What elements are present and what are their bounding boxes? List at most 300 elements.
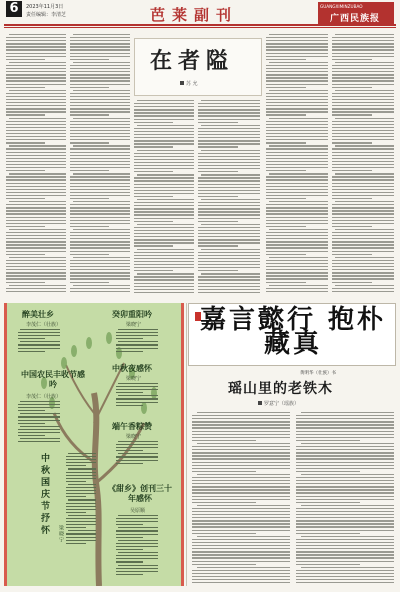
text-line — [198, 245, 238, 246]
text-line — [192, 533, 256, 534]
text-line — [266, 275, 328, 276]
text-line — [66, 456, 96, 457]
text-line — [18, 441, 60, 442]
text-line — [192, 446, 290, 447]
text-line — [66, 487, 96, 488]
text-line — [137, 199, 194, 200]
text-line — [134, 252, 194, 253]
text-line — [9, 201, 66, 202]
text-line — [296, 492, 394, 493]
text-line — [18, 338, 45, 339]
text-line — [116, 392, 143, 393]
text-line — [269, 90, 328, 91]
text-line — [332, 217, 394, 218]
text-line — [70, 46, 130, 47]
text-line — [134, 242, 194, 243]
text-line — [332, 155, 394, 156]
text-line — [198, 255, 260, 256]
text-line — [198, 261, 260, 262]
text-line — [134, 190, 194, 191]
text-line — [198, 171, 238, 172]
text-line — [335, 285, 394, 286]
article-column-3 — [134, 100, 194, 298]
text-line — [296, 564, 360, 565]
text-line — [134, 245, 173, 246]
text-line — [198, 267, 260, 268]
text-line — [198, 106, 260, 107]
text-line — [198, 276, 260, 277]
text-line — [116, 518, 158, 519]
text-line — [296, 446, 394, 447]
text-line — [116, 463, 143, 464]
text-line — [296, 434, 394, 435]
text-line — [70, 291, 130, 292]
text-line — [296, 539, 394, 540]
text-line — [70, 217, 130, 218]
text-line — [70, 164, 130, 165]
page-number: 6 — [6, 1, 22, 17]
text-line — [70, 170, 109, 171]
text-line — [266, 96, 328, 97]
text-line — [134, 180, 194, 181]
text-line — [6, 269, 66, 270]
text-line — [296, 471, 360, 472]
text-line — [68, 499, 97, 500]
text-line — [6, 263, 66, 264]
text-line — [296, 431, 394, 432]
text-line — [134, 236, 194, 237]
text-line — [70, 275, 130, 276]
text-line — [266, 40, 328, 41]
text-line — [296, 465, 394, 466]
text-line — [70, 282, 109, 283]
text-line — [118, 552, 158, 553]
text-line — [332, 87, 372, 88]
text-line — [197, 412, 290, 413]
text-line — [73, 257, 130, 258]
text-line — [70, 108, 130, 109]
text-line — [70, 121, 130, 122]
text-line — [18, 348, 60, 349]
text-line — [6, 148, 66, 149]
text-line — [332, 108, 394, 109]
text-line — [266, 269, 328, 270]
poem-title: 癸卯重阳吟 — [112, 309, 152, 319]
text-line — [332, 84, 394, 85]
text-line — [198, 230, 260, 231]
text-line — [66, 459, 96, 460]
text-line — [296, 499, 394, 500]
text-line — [266, 68, 328, 69]
text-line — [6, 84, 66, 85]
text-line — [266, 152, 328, 153]
text-line — [332, 170, 372, 171]
text-line — [266, 93, 328, 94]
text-line — [6, 40, 66, 41]
text-line — [266, 198, 306, 199]
text-line — [192, 489, 290, 490]
text-line — [192, 465, 290, 466]
text-line — [70, 158, 130, 159]
text-line — [116, 351, 143, 352]
text-line — [332, 266, 394, 267]
text-line — [266, 272, 328, 273]
text-line — [118, 395, 158, 396]
text-line — [192, 471, 256, 472]
text-line — [116, 447, 158, 448]
text-line — [266, 148, 328, 149]
text-line — [6, 59, 45, 60]
text-line — [70, 74, 130, 75]
text-line — [192, 557, 290, 558]
text-line — [70, 207, 130, 208]
text-line — [332, 272, 394, 273]
text-line — [134, 131, 194, 132]
text-line — [116, 402, 158, 403]
text-line — [266, 102, 328, 103]
poem-title: 端午香粽赞 — [112, 421, 152, 431]
article-column-6 — [332, 34, 394, 298]
text-line — [192, 434, 290, 435]
text-line — [198, 270, 238, 271]
poem-author: 梁晓宁 — [126, 322, 142, 328]
text-line — [332, 254, 372, 255]
text-line — [70, 195, 130, 196]
text-line — [134, 137, 194, 138]
text-line — [70, 254, 109, 255]
text-line — [116, 537, 143, 538]
article-column-2 — [70, 34, 130, 298]
text-line — [18, 404, 60, 405]
text-line — [332, 223, 394, 224]
text-line — [137, 100, 194, 101]
text-line — [198, 292, 260, 293]
text-line — [296, 573, 394, 574]
text-line — [66, 493, 96, 494]
text-line — [6, 179, 66, 180]
text-line — [296, 526, 394, 527]
text-line — [116, 389, 158, 390]
text-line — [266, 232, 328, 233]
text-line — [266, 251, 328, 252]
text-line — [66, 506, 96, 507]
text-line — [6, 142, 45, 143]
text-line — [6, 220, 66, 221]
text-line — [198, 214, 260, 215]
text-line — [198, 128, 260, 129]
text-line — [73, 285, 130, 286]
text-line — [332, 260, 394, 261]
text-line — [70, 241, 130, 242]
text-line — [332, 186, 394, 187]
text-line — [18, 351, 45, 352]
text-line — [73, 145, 130, 146]
text-line — [266, 186, 328, 187]
text-line — [198, 289, 260, 290]
text-line — [70, 263, 130, 264]
text-line — [6, 74, 66, 75]
text-line — [66, 462, 96, 463]
text-line — [296, 458, 394, 459]
text-line — [134, 279, 194, 280]
text-line — [266, 241, 328, 242]
text-line — [6, 164, 66, 165]
text-line — [198, 187, 260, 188]
text-line — [192, 455, 290, 456]
text-line — [6, 244, 66, 245]
text-line — [6, 96, 66, 97]
text-line — [192, 530, 290, 531]
text-line — [68, 484, 97, 485]
text-line — [70, 266, 130, 267]
text-line — [6, 130, 66, 131]
text-line — [18, 416, 60, 417]
text-line — [6, 124, 66, 125]
text-line — [18, 344, 60, 345]
text-line — [192, 496, 290, 497]
text-line — [134, 134, 194, 135]
text-line — [266, 139, 328, 140]
text-line — [9, 173, 66, 174]
text-line — [192, 458, 290, 459]
text-line — [116, 460, 158, 461]
text-line — [66, 533, 96, 534]
text-line — [266, 164, 328, 165]
text-line — [296, 486, 394, 487]
text-line — [266, 204, 328, 205]
text-line — [332, 127, 394, 128]
text-line — [296, 533, 360, 534]
text-line — [266, 56, 328, 57]
text-line — [266, 223, 328, 224]
text-line — [332, 59, 372, 60]
article-title: 在者隘 — [150, 48, 235, 74]
text-line — [296, 440, 360, 441]
text-line — [6, 80, 66, 81]
text-line — [332, 244, 394, 245]
text-line — [266, 220, 328, 221]
poem-title: 中国农民丰收节感吟 — [21, 369, 85, 389]
text-line — [332, 74, 394, 75]
text-line — [332, 161, 394, 162]
article-column-4 — [198, 100, 260, 298]
text-line — [266, 43, 328, 44]
poem-body — [66, 453, 96, 546]
text-line — [70, 77, 130, 78]
text-line — [6, 226, 45, 227]
text-line — [266, 108, 328, 109]
text-line — [296, 508, 394, 509]
text-line — [266, 278, 328, 279]
text-line — [332, 247, 394, 248]
text-line — [266, 189, 328, 190]
text-line — [70, 238, 130, 239]
text-line — [266, 77, 328, 78]
text-line — [198, 184, 260, 185]
text-line — [201, 273, 260, 274]
text-line — [198, 279, 260, 280]
text-line — [266, 74, 328, 75]
text-line — [66, 496, 86, 497]
text-line — [70, 114, 109, 115]
text-line — [118, 527, 158, 528]
text-line — [192, 520, 290, 521]
text-line — [66, 503, 96, 504]
text-line — [198, 205, 260, 206]
text-line — [116, 534, 158, 535]
text-line — [192, 545, 290, 546]
text-line — [192, 517, 290, 518]
newspaper-logo-en: GUANGXIMINZUBAO — [320, 4, 363, 9]
text-line — [332, 275, 394, 276]
text-line — [9, 90, 66, 91]
text-line — [198, 236, 260, 237]
text-line — [266, 288, 328, 289]
text-line — [134, 196, 173, 197]
text-line — [301, 536, 394, 537]
text-line — [201, 150, 260, 151]
text-line — [332, 213, 394, 214]
text-line — [6, 189, 66, 190]
poem-author-vertical: 梁晓宁 — [58, 525, 64, 543]
calligraphy-text: 嘉言懿行 抱朴藏真 — [199, 305, 387, 359]
text-line — [332, 121, 394, 122]
text-line — [198, 177, 260, 178]
text-line — [116, 398, 158, 399]
text-line — [66, 521, 96, 522]
text-line — [20, 426, 60, 427]
text-line — [198, 112, 260, 113]
poem-body — [116, 515, 158, 577]
text-line — [70, 278, 130, 279]
text-line — [296, 520, 394, 521]
text-line — [134, 227, 194, 228]
text-line — [269, 229, 328, 230]
text-line — [266, 53, 328, 54]
text-line — [192, 424, 290, 425]
text-line — [116, 332, 158, 333]
issue-date: 2023年11月3日 — [26, 4, 64, 10]
text-line — [134, 187, 194, 188]
text-line — [118, 341, 158, 342]
text-line — [269, 257, 328, 258]
text-line — [266, 176, 328, 177]
text-line — [266, 46, 328, 47]
text-line — [332, 263, 394, 264]
text-line — [332, 124, 394, 125]
text-line — [198, 218, 260, 219]
text-line — [192, 483, 290, 484]
text-line — [70, 68, 130, 69]
text-line — [192, 468, 290, 469]
text-line — [70, 272, 130, 273]
text-line — [266, 80, 328, 81]
text-line — [192, 477, 290, 478]
text-line — [332, 96, 394, 97]
column-divider — [186, 303, 187, 586]
text-line — [134, 264, 194, 265]
text-line — [116, 546, 158, 547]
text-line — [301, 505, 394, 506]
text-line — [73, 62, 130, 63]
text-line — [68, 530, 97, 531]
text-line — [266, 99, 328, 100]
text-line — [66, 509, 96, 510]
text-line — [266, 207, 328, 208]
text-line — [134, 165, 194, 166]
text-line — [70, 93, 130, 94]
text-line — [116, 521, 158, 522]
text-line — [335, 90, 394, 91]
text-line — [332, 164, 394, 165]
text-line — [192, 452, 290, 453]
text-line — [6, 204, 66, 205]
text-line — [116, 335, 158, 336]
text-line — [192, 582, 290, 583]
text-line — [134, 115, 194, 116]
text-line — [198, 180, 260, 181]
article-author: 罗意宁（瑶族） — [264, 401, 300, 407]
text-line — [296, 579, 394, 580]
text-line — [192, 502, 256, 503]
poem-author: 梁晓宁 — [126, 434, 142, 440]
text-line — [198, 146, 238, 147]
text-line — [116, 450, 143, 451]
text-line — [134, 283, 194, 284]
text-line — [6, 136, 66, 137]
poem-title: 《甜乡》创刊三十年感怀 — [108, 483, 172, 503]
text-line — [6, 127, 66, 128]
text-line — [192, 462, 290, 463]
text-line — [269, 145, 328, 146]
text-line — [137, 125, 194, 126]
text-line — [66, 527, 86, 528]
text-line — [296, 452, 394, 453]
text-line — [6, 291, 66, 292]
text-line — [134, 112, 194, 113]
text-line — [6, 46, 66, 47]
text-line — [198, 162, 260, 163]
text-line — [9, 145, 66, 146]
text-line — [116, 549, 143, 550]
text-line — [332, 192, 394, 193]
text-line — [332, 198, 372, 199]
poem-body — [116, 329, 158, 354]
text-line — [198, 221, 238, 222]
text-line — [70, 155, 130, 156]
text-line — [66, 524, 96, 525]
text-line — [266, 142, 306, 143]
text-line — [66, 472, 96, 473]
text-line — [269, 201, 328, 202]
text-line — [296, 517, 394, 518]
text-line — [296, 576, 394, 577]
text-line — [9, 118, 66, 119]
text-line — [197, 567, 290, 568]
poem-author: 李茂仁（壮族） — [26, 322, 62, 328]
text-line — [70, 139, 130, 140]
text-line — [9, 62, 66, 63]
text-line — [198, 119, 260, 120]
text-line — [6, 111, 66, 112]
text-line — [70, 232, 130, 233]
text-line — [6, 121, 66, 122]
text-line — [70, 167, 130, 168]
text-line — [134, 106, 194, 107]
text-line — [332, 152, 394, 153]
text-line — [296, 523, 394, 524]
text-line — [198, 239, 260, 240]
